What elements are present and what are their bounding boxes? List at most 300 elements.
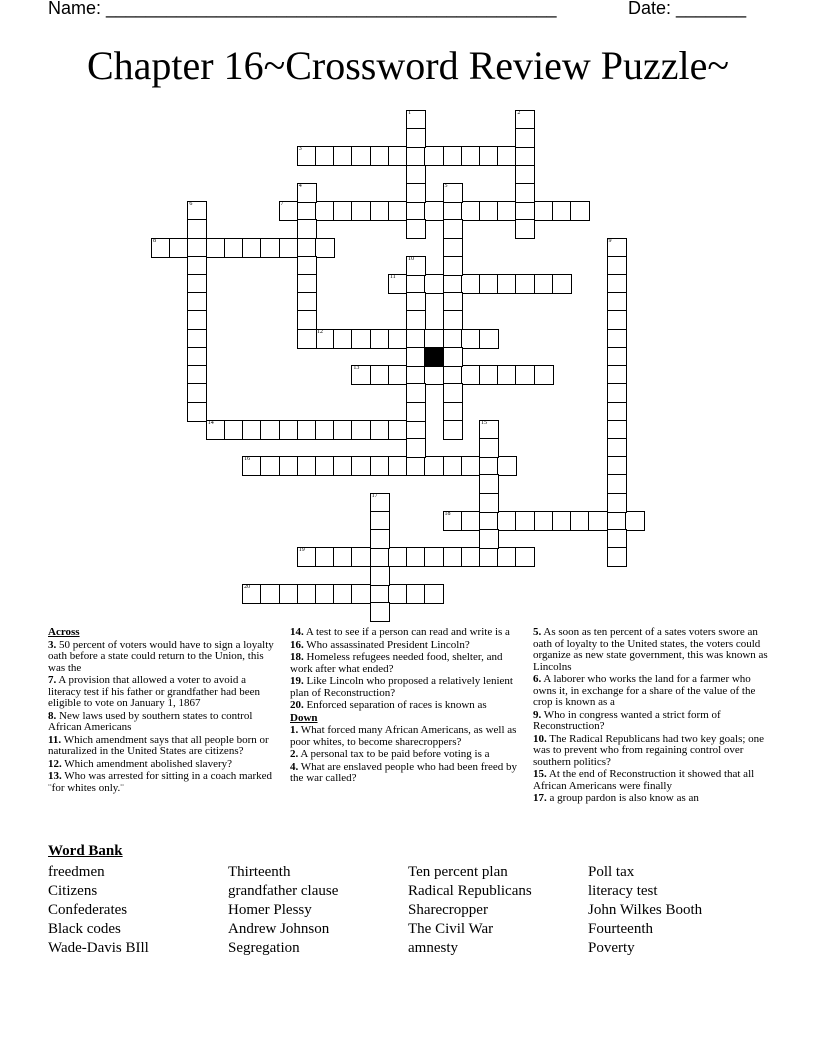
crossword-cell[interactable] bbox=[187, 238, 207, 258]
crossword-cell[interactable] bbox=[206, 238, 226, 258]
word-bank-item: grandfather clause bbox=[228, 883, 339, 899]
crossword-cell[interactable] bbox=[187, 347, 207, 367]
crossword-cell[interactable] bbox=[443, 456, 463, 476]
clue-number: 13 bbox=[353, 365, 360, 372]
clue-item bbox=[290, 676, 522, 699]
crossword-cell[interactable] bbox=[224, 238, 244, 258]
crossword-cell[interactable] bbox=[479, 420, 499, 440]
crossword-cell[interactable] bbox=[260, 420, 280, 440]
clue-number: 16. bbox=[290, 638, 304, 651]
crossword-cell[interactable] bbox=[443, 310, 463, 330]
crossword-cell[interactable] bbox=[479, 511, 499, 531]
crossword-cell[interactable] bbox=[607, 547, 627, 567]
crossword-cell[interactable] bbox=[279, 584, 299, 604]
crossword-cell[interactable] bbox=[406, 365, 426, 385]
crossword-cell[interactable] bbox=[534, 365, 554, 385]
crossword-cell[interactable] bbox=[497, 365, 517, 385]
crossword-cell[interactable] bbox=[406, 201, 426, 221]
crossword-cell[interactable] bbox=[297, 238, 317, 258]
clue-number: 7. bbox=[48, 674, 57, 686]
clue-text: 50 percent of voters would have to sign a loyalty oath before a state could return to the Union, this was the bbox=[48, 638, 274, 674]
crossword-cell[interactable] bbox=[515, 128, 535, 148]
clue-number: 16 bbox=[244, 456, 251, 463]
crossword-cell[interactable] bbox=[607, 438, 627, 458]
clue-number: 18. bbox=[290, 651, 304, 663]
crossword-cell[interactable] bbox=[607, 310, 627, 330]
crossword-cell[interactable] bbox=[388, 420, 408, 440]
crossword-cell[interactable] bbox=[552, 201, 572, 221]
crossword-cell[interactable] bbox=[607, 365, 627, 385]
crossword-cell[interactable] bbox=[607, 474, 627, 494]
crossword-cell[interactable] bbox=[333, 456, 353, 476]
crossword-cell[interactable] bbox=[279, 201, 299, 221]
clue-text: Which amendment says that all people born or naturalized in the United States are citizens? bbox=[48, 733, 269, 757]
crossword-cell[interactable] bbox=[297, 292, 317, 312]
crossword-cell[interactable] bbox=[187, 219, 207, 239]
clue-number: 9 bbox=[608, 237, 612, 244]
crossword-cell[interactable] bbox=[479, 274, 499, 294]
clue-number: 2. bbox=[290, 748, 299, 760]
clue-number: 2 bbox=[517, 110, 521, 116]
crossword-cell[interactable] bbox=[279, 420, 299, 440]
crossword-cell[interactable] bbox=[479, 529, 499, 549]
crossword-cell[interactable] bbox=[461, 274, 481, 294]
crossword-cell[interactable] bbox=[443, 383, 463, 403]
clue-number: 20 bbox=[244, 583, 251, 590]
crossword-cell[interactable] bbox=[388, 584, 408, 604]
crossword-cell[interactable] bbox=[607, 493, 627, 513]
crossword-cell[interactable] bbox=[534, 274, 554, 294]
crossword-cell[interactable] bbox=[607, 402, 627, 422]
clue-text: What are enslaved people who had been freed by the war called? bbox=[290, 760, 518, 784]
crossword-cell[interactable] bbox=[443, 547, 463, 567]
crossword-cell[interactable] bbox=[297, 201, 317, 221]
clue-item bbox=[290, 627, 522, 639]
crossword-cell[interactable] bbox=[315, 456, 335, 476]
crossword-cell[interactable] bbox=[370, 566, 390, 586]
clue-number: 4. bbox=[290, 760, 299, 773]
crossword-cell[interactable] bbox=[461, 456, 481, 476]
crossword-cell[interactable] bbox=[552, 274, 572, 294]
word-bank-item: freedmen bbox=[48, 864, 105, 880]
crossword-cell[interactable] bbox=[297, 420, 317, 440]
clue-number: 17. bbox=[533, 792, 547, 804]
crossword-cell[interactable] bbox=[315, 146, 335, 166]
crossword-cell[interactable] bbox=[515, 219, 535, 239]
clue-number: 6. bbox=[533, 673, 542, 685]
crossword-cell[interactable] bbox=[169, 238, 189, 258]
crossword-cell[interactable] bbox=[279, 456, 299, 476]
crossword-cell[interactable] bbox=[497, 146, 517, 166]
crossword-cell[interactable] bbox=[424, 365, 444, 385]
clue-text: Who was arrested for sitting in a coach marked ¨for whites only.¨ bbox=[48, 770, 273, 794]
clue-item bbox=[290, 700, 522, 712]
crossword-cell[interactable] bbox=[297, 310, 317, 330]
word-bank-column bbox=[48, 863, 149, 958]
crossword-cell[interactable] bbox=[297, 329, 317, 349]
crossword-cell[interactable] bbox=[479, 493, 499, 513]
crossword-cell[interactable] bbox=[461, 329, 481, 349]
crossword-cell[interactable] bbox=[443, 201, 463, 221]
clue-text: A laborer who works the land for a farmer who owns it, in exchange for a share of the value of the crop is known as a bbox=[533, 673, 756, 708]
crossword-cell[interactable] bbox=[515, 365, 535, 385]
clue-number: 18 bbox=[444, 510, 451, 517]
clue-text: a group pardon is also know as an bbox=[546, 792, 699, 804]
crossword-cell[interactable] bbox=[388, 146, 408, 166]
name-line[interactable]: Name: _____________________________________________ bbox=[48, 0, 557, 18]
crossword-cell[interactable] bbox=[351, 420, 371, 440]
crossword-cell[interactable] bbox=[406, 292, 426, 312]
crossword-cell[interactable] bbox=[479, 474, 499, 494]
crossword-cell[interactable] bbox=[315, 547, 335, 567]
crossword-cell[interactable] bbox=[479, 146, 499, 166]
crossword-cell[interactable] bbox=[443, 329, 463, 349]
crossword-cell[interactable] bbox=[607, 383, 627, 403]
crossword-cell[interactable] bbox=[260, 456, 280, 476]
crossword-cell[interactable] bbox=[406, 329, 426, 349]
crossword-cell[interactable] bbox=[461, 201, 481, 221]
crossword-cell[interactable] bbox=[406, 165, 426, 185]
clue-number: 14 bbox=[207, 419, 214, 426]
clue-text: Which amendment abolished slavery? bbox=[61, 757, 232, 770]
clue-item bbox=[290, 640, 522, 652]
crossword-cell[interactable] bbox=[315, 201, 335, 221]
clue-number: 5. bbox=[533, 626, 542, 638]
crossword-cell[interactable] bbox=[187, 292, 207, 312]
clues-column-2 bbox=[290, 627, 522, 786]
crossword-cell[interactable] bbox=[242, 584, 262, 604]
clue-item bbox=[290, 652, 522, 675]
crossword-cell[interactable] bbox=[351, 584, 371, 604]
clue-number: 13. bbox=[48, 770, 62, 782]
crossword-cell[interactable] bbox=[388, 274, 408, 294]
crossword-cell[interactable] bbox=[370, 456, 390, 476]
crossword-cell[interactable] bbox=[315, 238, 335, 258]
clue-text: Who in congress wanted a strict form of Reconstruction? bbox=[533, 708, 721, 732]
crossword-cell[interactable] bbox=[370, 511, 390, 531]
crossword-cell[interactable] bbox=[515, 274, 535, 294]
word-bank-item: Poll tax bbox=[588, 864, 635, 880]
clue-number: 1. bbox=[290, 724, 299, 736]
crossword-cell[interactable] bbox=[570, 511, 590, 531]
crossword-cell[interactable] bbox=[297, 584, 317, 604]
crossword-cell[interactable] bbox=[187, 329, 207, 349]
crossword-cell[interactable] bbox=[607, 511, 627, 531]
crossword-cell[interactable] bbox=[406, 584, 426, 604]
clue-text: Enforced separation of races is known as bbox=[303, 699, 487, 711]
word-bank-item: The Civil War bbox=[408, 921, 494, 937]
clue-item bbox=[48, 735, 280, 758]
page-title: Chapter 16~Crossword Review Puzzle~ bbox=[86, 43, 730, 88]
clue-item bbox=[48, 675, 280, 710]
clue-item bbox=[48, 711, 280, 734]
crossword-cell[interactable] bbox=[479, 438, 499, 458]
crossword-cell[interactable] bbox=[461, 365, 481, 385]
crossword-cell[interactable] bbox=[497, 201, 517, 221]
crossword-cell[interactable] bbox=[315, 420, 335, 440]
crossword-cell[interactable] bbox=[388, 547, 408, 567]
clue-number: 5 bbox=[444, 182, 448, 189]
crossword-cell[interactable] bbox=[406, 110, 426, 130]
clue-text: What forced many African Americans, as well as poor whites, to become sharecroppers? bbox=[290, 724, 517, 748]
clue-item bbox=[533, 734, 771, 769]
crossword-cell[interactable] bbox=[388, 329, 408, 349]
crossword-cell[interactable] bbox=[443, 146, 463, 166]
crossword-cell[interactable] bbox=[406, 146, 426, 166]
crossword-cell[interactable] bbox=[351, 456, 371, 476]
crossword-cell[interactable] bbox=[443, 183, 463, 203]
crossword-cell[interactable] bbox=[242, 456, 262, 476]
clue-number: 10 bbox=[408, 255, 415, 262]
clue-item bbox=[533, 710, 771, 733]
crossword-cell[interactable] bbox=[443, 256, 463, 276]
crossword-cell[interactable] bbox=[406, 256, 426, 276]
clue-text: A personal tax to be paid before voting is a bbox=[298, 748, 490, 760]
crossword-cell[interactable] bbox=[515, 547, 535, 567]
crossword-cell[interactable] bbox=[443, 511, 463, 531]
crossword-cell[interactable] bbox=[333, 201, 353, 221]
crossword-cell[interactable] bbox=[388, 201, 408, 221]
clues-column-1 bbox=[48, 627, 280, 795]
crossword-cell[interactable] bbox=[297, 547, 317, 567]
crossword-cell[interactable] bbox=[351, 365, 371, 385]
clue-number: 20. bbox=[290, 699, 304, 711]
down-heading: Down bbox=[290, 711, 318, 724]
crossword-cell[interactable] bbox=[187, 365, 207, 385]
crossword-cell[interactable] bbox=[479, 456, 499, 476]
crossword-cell[interactable] bbox=[607, 529, 627, 549]
crossword-cell[interactable] bbox=[351, 146, 371, 166]
word-bank-item: Poverty bbox=[588, 940, 635, 956]
crossword-cell[interactable] bbox=[607, 256, 627, 276]
crossword-cell[interactable] bbox=[206, 420, 226, 440]
crossword-cell[interactable] bbox=[187, 383, 207, 403]
crossword-cell[interactable] bbox=[607, 420, 627, 440]
crossword-cell[interactable] bbox=[515, 511, 535, 531]
clue-item bbox=[48, 759, 280, 771]
crossword-cell[interactable] bbox=[479, 329, 499, 349]
crossword-cell[interactable] bbox=[187, 256, 207, 276]
crossword-cell[interactable] bbox=[406, 274, 426, 294]
crossword-cell[interactable] bbox=[187, 402, 207, 422]
crossword-cell[interactable] bbox=[461, 146, 481, 166]
crossword-cell[interactable] bbox=[388, 456, 408, 476]
crossword-cell[interactable] bbox=[461, 511, 481, 531]
crossword-cell[interactable] bbox=[333, 420, 353, 440]
crossword-cell[interactable] bbox=[588, 511, 608, 531]
crossword-cell[interactable] bbox=[370, 584, 390, 604]
crossword-cell[interactable] bbox=[351, 201, 371, 221]
crossword-cell[interactable] bbox=[333, 329, 353, 349]
crossword-cell[interactable] bbox=[315, 584, 335, 604]
crossword-cell[interactable] bbox=[607, 292, 627, 312]
crossword-cell[interactable] bbox=[370, 547, 390, 567]
word-bank-item: Black codes bbox=[48, 921, 121, 937]
clue-item bbox=[48, 640, 280, 675]
crossword-cell[interactable] bbox=[607, 274, 627, 294]
clue-number: 14. bbox=[290, 626, 304, 638]
clue-item bbox=[290, 762, 522, 785]
crossword-cell[interactable] bbox=[443, 238, 463, 258]
crossword-cell[interactable] bbox=[497, 456, 517, 476]
crossword-cell[interactable] bbox=[406, 402, 426, 422]
word-bank-item: Wade-Davis BIll bbox=[48, 940, 149, 956]
clue-item bbox=[533, 769, 771, 792]
crossword-cell[interactable] bbox=[242, 238, 262, 258]
word-bank-item: amnesty bbox=[408, 940, 458, 956]
crossword-cell[interactable] bbox=[461, 547, 481, 567]
crossword-cell[interactable] bbox=[515, 183, 535, 203]
crossword-cell[interactable] bbox=[607, 456, 627, 476]
crossword-cell[interactable] bbox=[333, 547, 353, 567]
crossword-cell[interactable] bbox=[388, 365, 408, 385]
word-bank-heading: Word Bank bbox=[48, 843, 123, 859]
crossword-cell[interactable] bbox=[370, 329, 390, 349]
crossword-cell[interactable] bbox=[406, 438, 426, 458]
crossword-cell[interactable] bbox=[406, 347, 426, 367]
word-bank-item: literacy test bbox=[588, 883, 658, 899]
crossword-cell[interactable] bbox=[607, 238, 627, 258]
word-bank-column bbox=[408, 863, 532, 958]
clue-number: 19. bbox=[290, 675, 304, 687]
crossword-cell[interactable] bbox=[625, 511, 645, 531]
crossword-cell[interactable] bbox=[260, 238, 280, 258]
crossword-cell[interactable] bbox=[297, 274, 317, 294]
crossword-cell[interactable] bbox=[333, 146, 353, 166]
clue-number: 9. bbox=[533, 708, 542, 721]
crossword-cell[interactable] bbox=[424, 547, 444, 567]
crossword-cell[interactable] bbox=[260, 584, 280, 604]
word-bank-item: John Wilkes Booth bbox=[588, 902, 703, 918]
crossword-cell[interactable] bbox=[370, 146, 390, 166]
crossword-cell[interactable] bbox=[406, 219, 426, 239]
crossword-cell[interactable] bbox=[279, 238, 299, 258]
crossword-cell[interactable] bbox=[607, 329, 627, 349]
clue-number: 10. bbox=[533, 732, 547, 745]
crossword-cell[interactable] bbox=[497, 274, 517, 294]
crossword-cell[interactable] bbox=[406, 456, 426, 476]
word-bank-item: Confederates bbox=[48, 902, 128, 918]
clue-item bbox=[533, 793, 771, 805]
crossword-cell[interactable] bbox=[187, 310, 207, 330]
word-bank-item: Radical Republicans bbox=[408, 883, 532, 899]
crossword-cell[interactable] bbox=[534, 511, 554, 531]
crossword-cell[interactable] bbox=[424, 456, 444, 476]
crossword-cell[interactable] bbox=[297, 183, 317, 203]
crossword-cell[interactable] bbox=[497, 547, 517, 567]
crossword-cell[interactable] bbox=[406, 310, 426, 330]
crossword-cell[interactable] bbox=[370, 493, 390, 513]
crossword-cell[interactable] bbox=[297, 456, 317, 476]
clue-number: 15 bbox=[481, 419, 487, 426]
crossword-cell[interactable] bbox=[570, 201, 590, 221]
crossword-cell[interactable] bbox=[443, 219, 463, 239]
crossword-cell[interactable] bbox=[479, 547, 499, 567]
crossword-cell[interactable] bbox=[333, 584, 353, 604]
crossword-cell[interactable] bbox=[297, 219, 317, 239]
crossword-cell[interactable] bbox=[370, 201, 390, 221]
crossword-cell[interactable] bbox=[607, 347, 627, 367]
word-bank-column bbox=[588, 863, 702, 958]
crossword-cell[interactable] bbox=[424, 146, 444, 166]
date-line[interactable]: Date: _______ bbox=[628, 0, 747, 18]
crossword-cell[interactable] bbox=[242, 420, 262, 440]
clue-number: 7 bbox=[280, 201, 284, 208]
crossword-cell[interactable] bbox=[443, 274, 463, 294]
clue-text: Like Lincoln who proposed a relatively lenient plan of Reconstruction? bbox=[290, 675, 513, 699]
crossword-cell[interactable] bbox=[370, 420, 390, 440]
clue-number: 4 bbox=[298, 182, 302, 189]
crossword-cell[interactable] bbox=[479, 365, 499, 385]
crossword-cell[interactable] bbox=[479, 201, 499, 221]
crossword-cell[interactable] bbox=[424, 274, 444, 294]
crossword-cell[interactable] bbox=[406, 183, 426, 203]
crossword-cell[interactable] bbox=[297, 256, 317, 276]
crossword-cell[interactable] bbox=[406, 420, 426, 440]
clue-number: 6 bbox=[189, 201, 193, 208]
crossword-cell[interactable] bbox=[406, 128, 426, 148]
crossword-cell[interactable] bbox=[351, 547, 371, 567]
crossword-cell[interactable] bbox=[406, 547, 426, 567]
clue-text: A provision that allowed a voter to avoid a literacy test if his father or grandfather had been eligible to vote on January 1, 1867 bbox=[48, 674, 260, 709]
crossword-cell[interactable] bbox=[515, 110, 535, 130]
crossword-cell[interactable] bbox=[497, 511, 517, 531]
crossword-cell[interactable] bbox=[315, 329, 335, 349]
clue-item bbox=[533, 674, 771, 709]
crossword-cell[interactable] bbox=[515, 165, 535, 185]
crossword-cell[interactable] bbox=[370, 365, 390, 385]
crossword-cell[interactable] bbox=[515, 201, 535, 221]
crossword-cell[interactable] bbox=[297, 146, 317, 166]
crossword-cell[interactable] bbox=[443, 347, 463, 367]
crossword-cell[interactable] bbox=[443, 402, 463, 422]
crossword-cell[interactable] bbox=[370, 529, 390, 549]
clue-text: Who assassinated President Lincoln? bbox=[303, 638, 470, 651]
clue-number: 8 bbox=[153, 237, 156, 244]
clue-item bbox=[48, 771, 280, 794]
crossword-cell[interactable] bbox=[406, 383, 426, 403]
crossword-cell[interactable] bbox=[370, 602, 390, 622]
crossword-cell[interactable] bbox=[515, 146, 535, 166]
crossword-cell[interactable] bbox=[443, 365, 463, 385]
clue-item bbox=[533, 627, 771, 673]
word-bank-item: Homer Plessy bbox=[228, 902, 312, 918]
crossword-cell[interactable] bbox=[552, 511, 572, 531]
crossword-cell[interactable] bbox=[187, 274, 207, 294]
crossword-cell[interactable] bbox=[424, 329, 444, 349]
crossword-cell[interactable] bbox=[424, 201, 444, 221]
word-bank-item: Segregation bbox=[228, 940, 300, 956]
clue-number: 12. bbox=[48, 757, 62, 770]
clue-number: 8. bbox=[48, 709, 57, 722]
clue-text: A test to see if a person can read and write is a bbox=[303, 626, 510, 638]
crossword-cell[interactable] bbox=[151, 238, 171, 258]
clue-text: The Radical Republicans had two key goals; one was to prevent who from regaining control over southern politics? bbox=[533, 732, 765, 768]
crossword-cell[interactable] bbox=[187, 201, 207, 221]
crossword-cell[interactable] bbox=[224, 420, 244, 440]
crossword-cell[interactable] bbox=[443, 420, 463, 440]
crossword-cell[interactable] bbox=[443, 292, 463, 312]
crossword-cell[interactable] bbox=[351, 329, 371, 349]
clue-number: 1 bbox=[408, 110, 412, 116]
clue-text: As soon as ten percent of a sates voters swore an oath of loyalty to the United states, the voters could organize as new state government, this was known as Lincolns bbox=[533, 626, 768, 673]
word-bank-item: Fourteenth bbox=[588, 921, 653, 937]
across-heading: Across bbox=[48, 626, 80, 638]
word-bank-item: Sharecropper bbox=[408, 902, 488, 918]
word-bank-item: Citizens bbox=[48, 883, 98, 899]
crossword-cell[interactable] bbox=[534, 201, 554, 221]
crossword-cell[interactable] bbox=[424, 584, 444, 604]
